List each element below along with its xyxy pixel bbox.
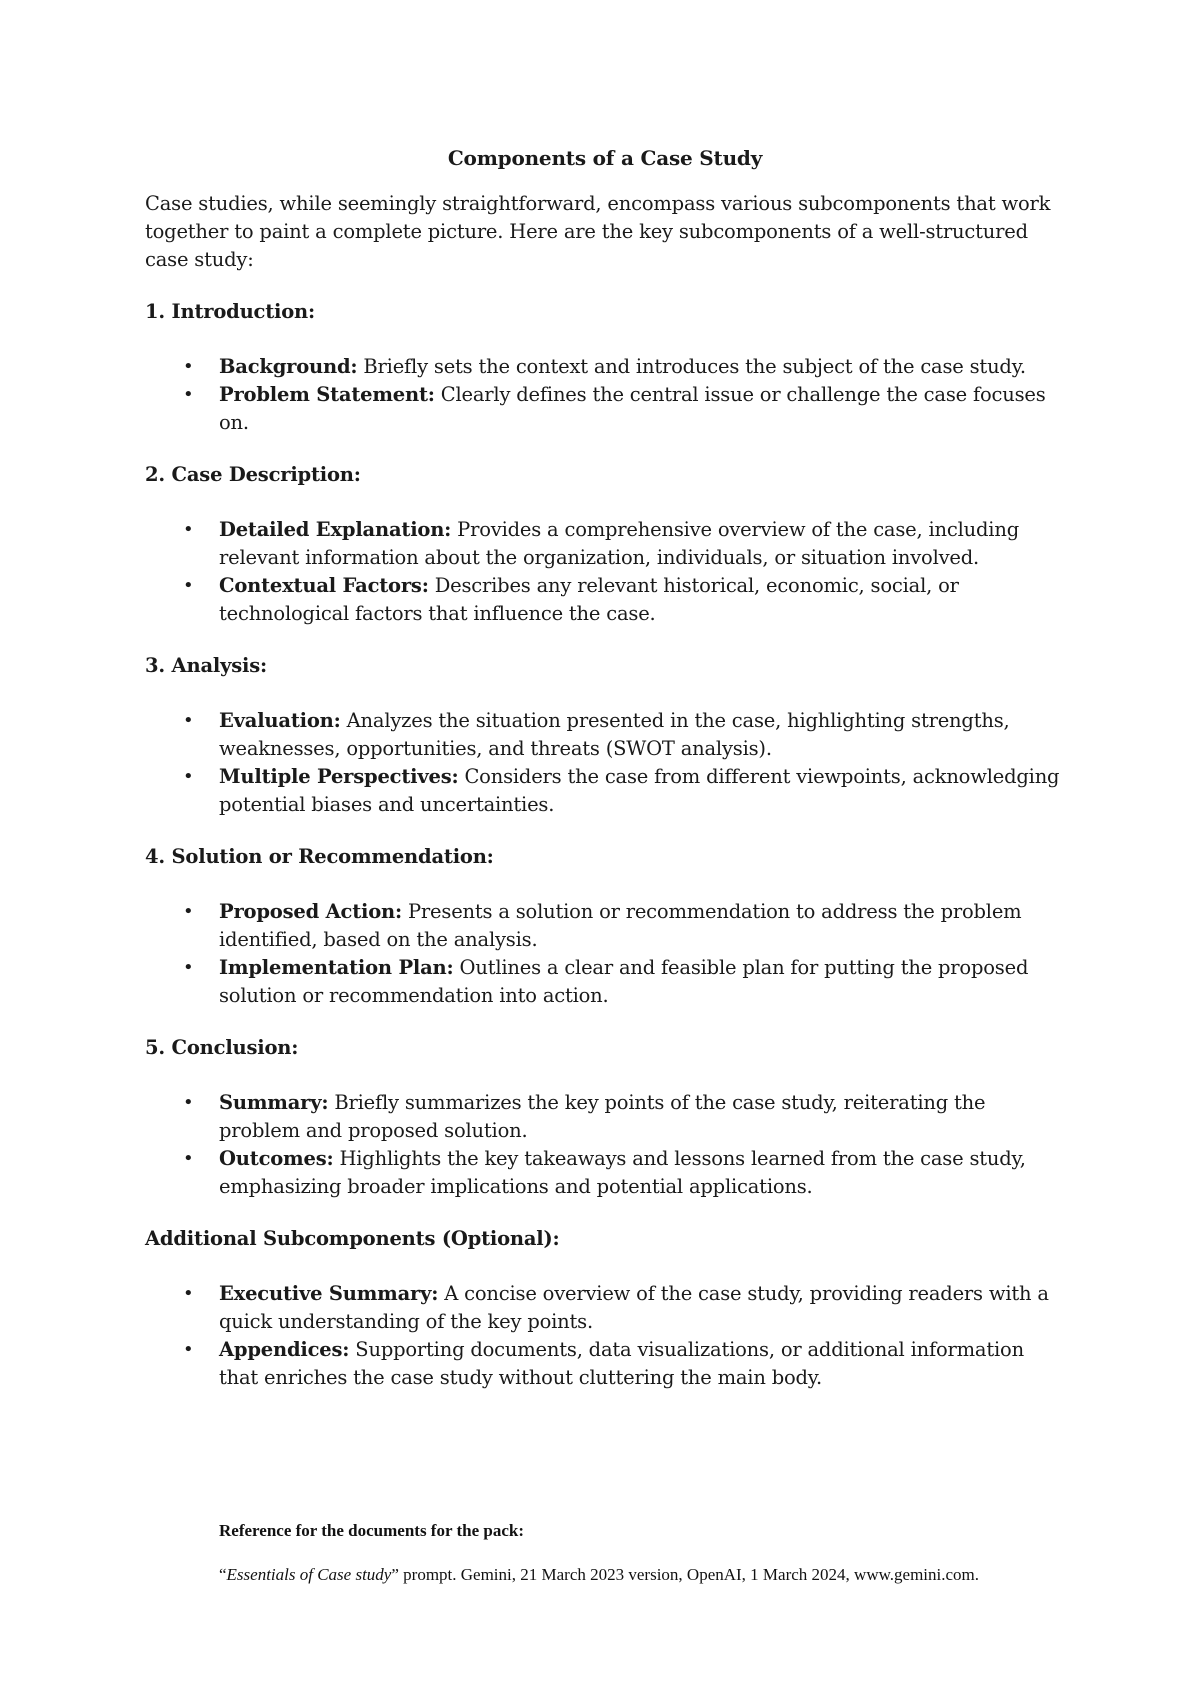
bullet-list [145,516,1065,628]
item-label: Appendices: [219,1338,350,1361]
item-text: Briefly summarizes the key points of the case study, reiterating the problem and proposed solution. [219,1091,986,1142]
bullet-list [145,898,1065,1010]
list-item [145,1145,1065,1201]
list-item [145,516,1065,572]
item-text: Briefly sets the context and introduces the subject of the case study. [357,355,1026,378]
item-label: Evaluation: [219,709,341,732]
page-title: Components of a Case Study [447,146,763,170]
list-item [145,954,1065,1010]
section-solution [145,843,1065,1010]
section-additional [145,1225,1065,1392]
document-body [145,144,1065,1392]
item-text: Highlights the key takeaways and lessons learned from the case study, emphasizing broader implications and potential applications. [219,1147,1026,1198]
section-introduction [145,298,1065,437]
item-text: Considers the case from different viewpoints, acknowledging potential biases and uncertainties. [219,765,1060,816]
section-heading: 1. Introduction: [145,300,316,323]
list-item [145,381,1065,437]
section-heading: 4. Solution or Recommendation: [145,845,494,868]
list-item [145,763,1065,819]
item-text: Analyzes the situation presented in the case, highlighting strengths, weaknesses, opportunities, and threats (SWOT analysis). [219,709,1010,760]
item-label: Detailed Explanation: [219,518,452,541]
item-label: Summary: [219,1091,329,1114]
item-text: Provides a comprehensive overview of the case, including relevant information about the organization, individuals, or situation involved. [219,518,1019,569]
reference-block [219,1518,1019,1587]
bullet-list [145,1089,1065,1201]
list-item [145,1336,1065,1392]
item-label: Multiple Perspectives: [219,765,459,788]
reference-heading: Reference for the documents for the pack: [219,1521,524,1540]
item-label: Executive Summary: [219,1282,439,1305]
quote-open: “ [219,1565,227,1584]
section-heading: Additional Subcomponents (Optional): [145,1227,560,1250]
section-heading: 2. Case Description: [145,463,361,486]
list-item [145,353,1065,381]
section-heading: 5. Conclusion: [145,1036,299,1059]
item-text: Supporting documents, data visualizations, or additional information that enriches the case study without cluttering the main body. [219,1338,1024,1389]
bullet-list [145,707,1065,819]
intro-paragraph: Case studies, while seemingly straightforward, encompass various subcomponents that work together to paint a complete picture. Here are the key subcomponents of a well-structured case study: [145,192,1051,271]
quote-close: ” [391,1565,399,1584]
list-item [145,1089,1065,1145]
reference-citation [219,1562,1019,1587]
item-text: Presents a solution or recommendation to address the problem identified, based on the analysis. [219,900,1022,951]
item-text: Outlines a clear and feasible plan for putting the proposed solution or recommendation into action. [219,956,1029,1007]
section-analysis [145,652,1065,819]
bullet-list [145,353,1065,437]
item-label: Problem Statement: [219,383,435,406]
section-conclusion [145,1034,1065,1201]
item-label: Implementation Plan: [219,956,454,979]
item-label: Contextual Factors: [219,574,429,597]
item-text: A concise overview of the case study, providing readers with a quick understanding of the key points. [219,1282,1049,1333]
section-case-description [145,461,1065,628]
item-text: Describes any relevant historical, economic, social, or technological factors that influence the case. [219,574,959,625]
item-label: Outcomes: [219,1147,334,1170]
bullet-list [145,1280,1065,1392]
list-item [145,707,1065,763]
section-heading: 3. Analysis: [145,654,267,677]
list-item [145,1280,1065,1336]
item-label: Proposed Action: [219,900,402,923]
list-item [145,572,1065,628]
citation-rest: prompt. Gemini, 21 March 2023 version, OpenAI, 1 March 2024, www.gemini.com. [398,1565,980,1584]
citation-title: Essentials of Case study [226,1565,392,1584]
item-text: Clearly defines the central issue or challenge the case focuses on. [219,383,1046,434]
list-item [145,898,1065,954]
item-label: Background: [219,355,358,378]
